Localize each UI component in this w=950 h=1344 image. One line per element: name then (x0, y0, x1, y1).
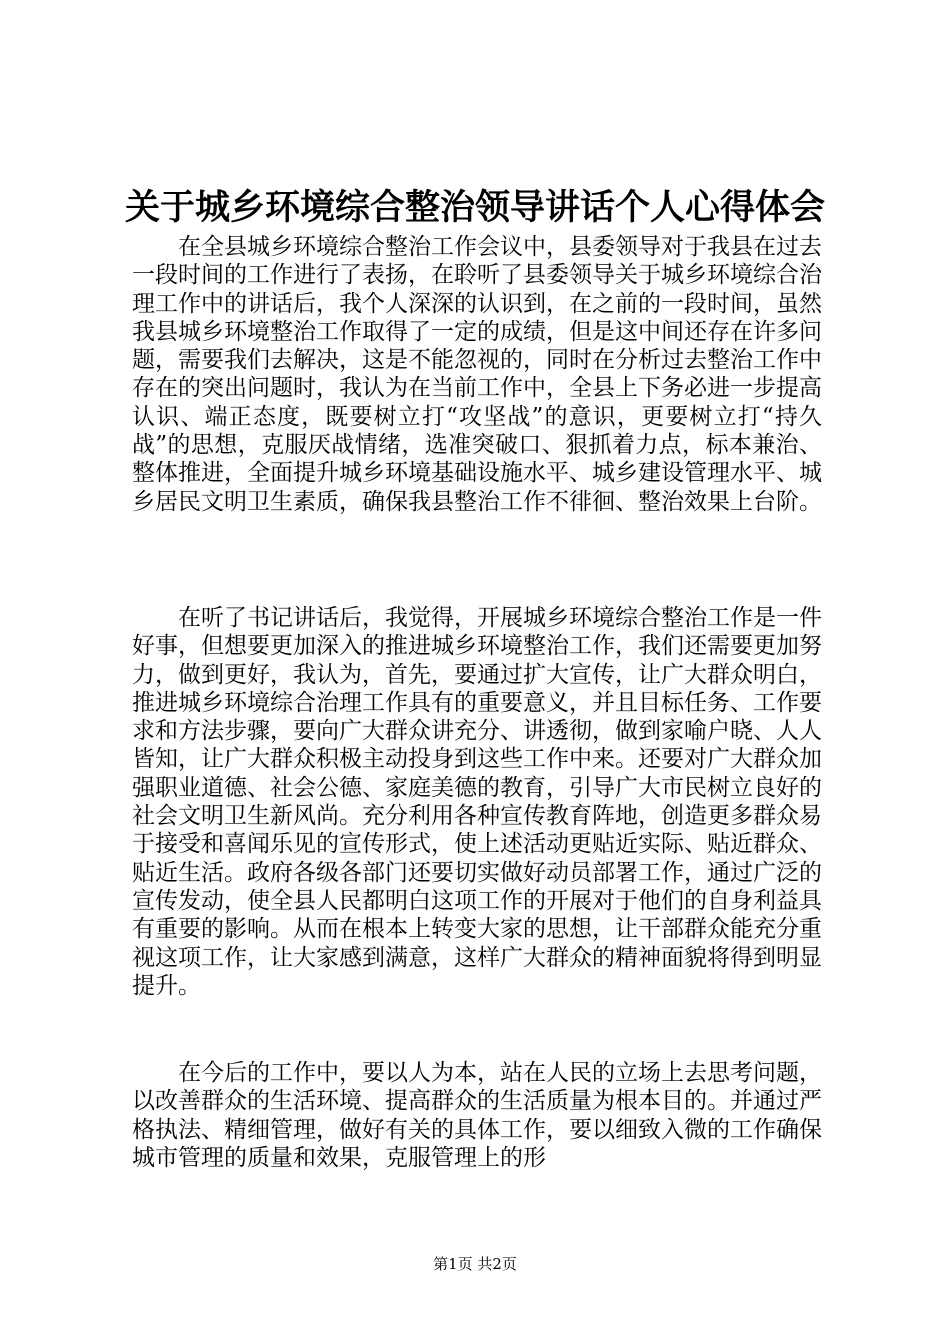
document-title: 关于城乡环境综合整治领导讲话个人心得体会 (124, 188, 825, 228)
page-number-footer: 第1页 共2页 (433, 1255, 517, 1273)
paragraph-1: 在全县城乡环境综合整治工作会议中，县委领导对于我县在过去一段时间的工作进行了表扬，在聆听了县委领导关于城乡环境综合治理工作中的讲话后，我个人深深的认识到，在之前的一段时间，虽然我县城乡环境整治工作取得了一定的成绩，但是这中间还存在许多问题，需要我们去解决，这是不能忽视的，同时在分析过去整治工作中存在的突出问题时，我认为在当前工作中，全县上下务必进一步提高认识、端正态度，既要树立打“攻坚战”的意识，更要树立打“持久战”的思想，克服厌战情绪，选准突破口、狠抓着力点，标本兼治、整体推进，全面提升城乡环境基础设施水平、城乡建设管理水平、城乡居民文明卫生素质，确保我县整治工作不徘徊、整治效果上台阶。 (132, 234, 822, 515)
paragraph-2: 在听了书记讲话后，我觉得，开展城乡环境综合整治工作是一件好事，但想要更加深入的推进城乡环境整治工作，我们还需要更加努力，做到更好，我认为，首先，要通过扩大宣传，让广大群众明白，推进城乡环境综合治理工作具有的重要意义，并且目标任务、工作要求和方法步骤，要向广大群众讲充分、讲透彻，做到家喻户晓、人人皆知，让广大群众积极主动投身到这些工作中来。还要对广大群众加强职业道德、社会公德、家庭美德的教育，引导广大市民树立良好的社会文明卫生新风尚。充分利用各种宣传教育阵地，创造更多群众易于接受和喜闻乐见的宣传形式，使上述活动更贴近实际、贴近群众、贴近生活。政府各级各部门还要切实做好动员部署工作，通过广泛的宣传发动，使全县人民都明白这项工作的开展对于他们的自身利益具有重要的影响。从而在根本上转变大家的思想，让干部群众能充分重视这项工作，让大家感到满意，这样广大群众的精神面貌将得到明显提升。 (132, 605, 822, 999)
paragraph-3: 在今后的工作中，要以人为本，站在人民的立场上去思考问题，以改善群众的生活环境、提高群众的生活质量为根本目的。并通过严格执法、精细管理，做好有关的具体工作，要以细致入微的工作确保城市管理的质量和效果，克服管理上的形 (132, 1060, 822, 1171)
